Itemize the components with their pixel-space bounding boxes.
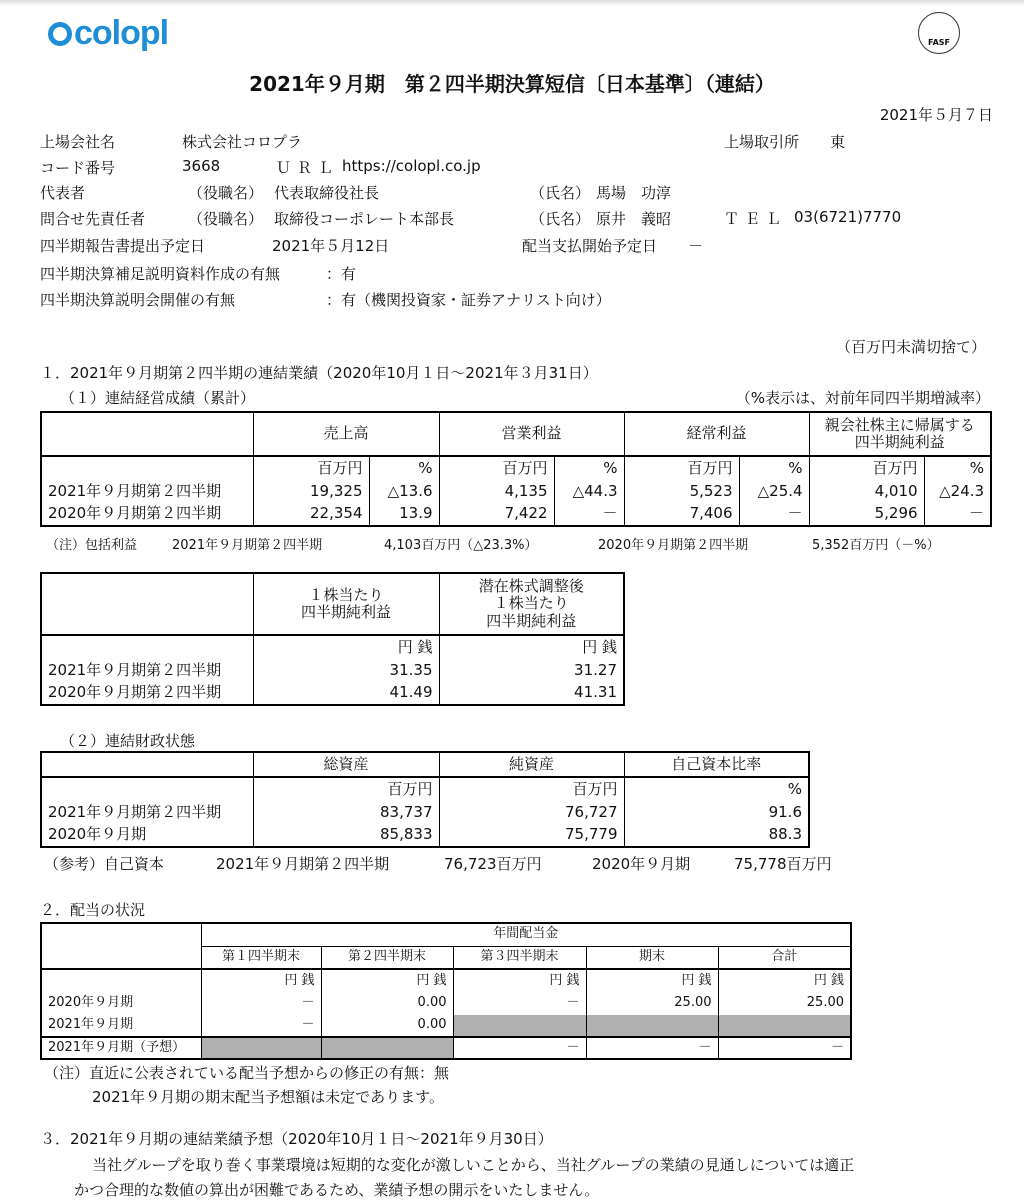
cell: 91.6 xyxy=(624,801,809,824)
cell: － xyxy=(924,503,991,526)
cell: 31.35 xyxy=(253,659,439,682)
cell: 22,354 xyxy=(253,503,369,526)
cell: 85,833 xyxy=(253,824,439,847)
cell: △44.3 xyxy=(554,480,624,503)
row-label: 2021年９月期第２四半期 xyxy=(41,659,253,682)
col-net-profit-line2: 四半期純利益 xyxy=(854,433,945,451)
units-row xyxy=(41,456,991,480)
unit: % xyxy=(624,777,809,801)
header-line: １株当たり xyxy=(493,594,569,613)
unit: 百万円 xyxy=(809,456,924,480)
shaded-cell xyxy=(718,1015,851,1037)
table-row xyxy=(41,682,624,705)
section1-title: １．2021年９月期第２四半期の連結業績（2020年10月１日～2021年３月31日） xyxy=(40,364,598,382)
header-line: １株当たり xyxy=(308,585,384,604)
unit: 円 銭 xyxy=(201,969,321,992)
col-q3: 第３四半期末 xyxy=(453,946,586,969)
rep-title-label: （役職名） xyxy=(188,184,264,202)
blank-header xyxy=(41,412,253,456)
cell: － xyxy=(739,503,809,526)
report-label: 四半期報告書提出予定日 xyxy=(40,237,206,255)
rounding-note: （百万円未満切捨て） xyxy=(835,338,986,356)
row-label: 2020年９月期第２四半期 xyxy=(41,503,253,526)
unit: 百万円 xyxy=(439,777,624,801)
table-row xyxy=(41,992,851,1015)
exchange: 東 xyxy=(830,133,846,151)
cell: － xyxy=(201,992,321,1015)
row-label: 2020年９月期 xyxy=(41,824,253,847)
cell: － xyxy=(453,992,586,1015)
dividend-label: 配当支払開始予定日 xyxy=(522,237,658,255)
tel: 03(6721)7770 xyxy=(794,208,902,226)
header-line: 四半期純利益 xyxy=(300,603,391,621)
col-ordinary-profit: 経常利益 xyxy=(624,412,809,456)
header-line: 四半期純利益 xyxy=(486,611,577,630)
tel-label: ＴＥＬ xyxy=(724,210,788,228)
code-label: コード番号 xyxy=(40,159,116,177)
note-label: （注）包括利益 xyxy=(46,538,138,553)
colopl-logo xyxy=(48,14,168,53)
shaded-cell xyxy=(321,1037,453,1059)
ref-label: （参考）自己資本 xyxy=(44,855,165,873)
briefing-label: 四半期決算説明会開催の有無 xyxy=(40,291,236,309)
shaded-cell xyxy=(586,1015,718,1037)
units-row xyxy=(41,969,851,992)
cell: △13.6 xyxy=(369,480,439,503)
contact-name: 原井 義昭 xyxy=(596,210,672,228)
contact-label: 問合せ先責任者 xyxy=(40,210,146,228)
exchange-label: 上場取引所 xyxy=(724,133,800,151)
row-label: 2021年９月期（予想） xyxy=(41,1037,201,1059)
ref-period: 2020年９月期 xyxy=(592,855,691,873)
sub1-title: （１）連結経営成績（累計） xyxy=(60,389,256,407)
cell: 75,779 xyxy=(439,824,624,847)
fasf-logo xyxy=(918,12,960,54)
unit: % xyxy=(739,456,809,480)
unit: 百万円 xyxy=(439,456,554,480)
col-net-assets: 純資産 xyxy=(439,752,624,777)
sub1-note: （%表示は、対前年同四半期増減率） xyxy=(735,389,990,407)
rep-name: 馬場 功淳 xyxy=(596,184,672,202)
financial-position-table xyxy=(40,751,810,848)
row-label: 2021年９月期第２四半期 xyxy=(41,480,253,503)
section2-title: ２．配当の状況 xyxy=(40,901,146,919)
unit: 円 銭 xyxy=(718,969,851,992)
row-label: 2021年９月期第２四半期 xyxy=(41,801,253,824)
url-link[interactable]: https://colopl.co.jp xyxy=(342,157,481,175)
cell: 5,523 xyxy=(624,480,739,503)
cell: 41.31 xyxy=(439,682,624,705)
contact-title-label: （役職名） xyxy=(188,210,264,228)
contact-title: 取締役コーポレート本部長 xyxy=(274,210,455,228)
unit: 百万円 xyxy=(253,777,439,801)
company-label: 上場会社名 xyxy=(40,133,116,151)
supp-label: 四半期決算補足説明資料作成の有無 xyxy=(40,265,281,283)
cell: 7,406 xyxy=(624,503,739,526)
cell: － xyxy=(453,1037,586,1059)
cell: 5,296 xyxy=(809,503,924,526)
ref-value: 75,778百万円 xyxy=(734,855,832,873)
dividends-table xyxy=(40,922,852,1060)
sub2-title: （２）連結財政状態 xyxy=(60,732,196,750)
col-operating-profit: 営業利益 xyxy=(439,412,624,456)
col-q1: 第１四半期末 xyxy=(201,946,321,969)
note-period: 2021年９月期第２四半期 xyxy=(172,538,323,553)
logo-mark-icon xyxy=(48,22,72,46)
unit: % xyxy=(554,456,624,480)
cell: 13.9 xyxy=(369,503,439,526)
header-line: 潜在株式調整後 xyxy=(478,577,584,596)
cell: 41.49 xyxy=(253,682,439,705)
rep-label: 代表者 xyxy=(40,184,86,202)
cell: 25.00 xyxy=(718,992,851,1015)
cell: － xyxy=(554,503,624,526)
cell: 7,422 xyxy=(439,503,554,526)
cell: － xyxy=(718,1037,851,1059)
code: 3668 xyxy=(182,157,221,175)
unit: 百万円 xyxy=(624,456,739,480)
cell: － xyxy=(586,1037,718,1059)
units-row xyxy=(41,635,624,659)
briefing-value: ：有（機関投資家・証券アナリスト向け） xyxy=(326,291,611,309)
url-label: ＵＲＬ xyxy=(276,159,340,177)
page-title: 2021年９月期 第２四半期決算短信〔日本基準〕（連結） xyxy=(249,72,775,96)
col-annual-dividend: 年間配当金 xyxy=(201,923,851,946)
table-row xyxy=(41,659,624,682)
cell: 88.3 xyxy=(624,824,809,847)
company-name: 株式会社コロプラ xyxy=(182,133,303,151)
cell: △24.3 xyxy=(924,480,991,503)
logo-text: colopl xyxy=(74,14,169,52)
cell: 76,727 xyxy=(439,801,624,824)
blank-header xyxy=(41,923,201,969)
unit: % xyxy=(369,456,439,480)
cell: 25.00 xyxy=(586,992,718,1015)
forecast-paragraph-line1: 当社グループを取り巻く事業環境は短期的な変化が激しいことから、当社グループの業績の見通しについては適正 xyxy=(92,1156,855,1174)
note-value: 4,103百万円（△23.3%） xyxy=(384,538,538,553)
cell: － xyxy=(201,1015,321,1037)
note-period: 2020年９月期第２四半期 xyxy=(598,538,749,553)
cell: 4,135 xyxy=(439,480,554,503)
fasf-text: FASF xyxy=(928,38,950,47)
rep-name-label: （氏名） xyxy=(530,184,591,202)
unit: 円 銭 xyxy=(586,969,718,992)
row-label: 2020年９月期第２四半期 xyxy=(41,682,253,705)
unit: 百万円 xyxy=(253,456,369,480)
section3-title: ３．2021年９月期の連結業績予想（2020年10月１日～2021年９月30日） xyxy=(40,1130,553,1148)
row-label: 2021年９月期 xyxy=(41,1015,201,1037)
shaded-cell xyxy=(201,1037,321,1059)
dividend-note-2: 2021年９月期の期末配当予想額は未定であります。 xyxy=(92,1088,444,1106)
cell: 4,010 xyxy=(809,480,924,503)
col-sales: 売上高 xyxy=(253,412,439,456)
table-row xyxy=(41,801,809,824)
cell: 31.27 xyxy=(439,659,624,682)
cell: 0.00 xyxy=(321,1015,453,1037)
unit: 円 銭 xyxy=(253,635,439,659)
table-row xyxy=(41,1015,851,1037)
operating-results-table xyxy=(40,411,992,527)
unit: 円 銭 xyxy=(439,635,624,659)
col-eps xyxy=(253,573,439,635)
unit: 円 銭 xyxy=(321,969,453,992)
col-total-assets: 総資産 xyxy=(253,752,439,777)
note-value: 5,352百万円（－%） xyxy=(812,538,940,553)
col-total: 合計 xyxy=(718,946,851,969)
dividend-note-1: （注）直近に公表されている配当予想からの修正の有無：無 xyxy=(44,1064,450,1082)
blank-header xyxy=(41,752,253,777)
blank-header xyxy=(41,573,253,635)
rep-title: 代表取締役社長 xyxy=(274,184,380,202)
dividend-date: － xyxy=(688,237,704,255)
units-row xyxy=(41,777,809,801)
cell: △25.4 xyxy=(739,480,809,503)
ref-value: 76,723百万円 xyxy=(444,855,542,873)
ref-period: 2021年９月期第２四半期 xyxy=(216,855,390,873)
report-date: 2021年５月12日 xyxy=(272,237,390,255)
cell: 19,325 xyxy=(253,480,369,503)
table-row xyxy=(41,503,991,526)
document-date: 2021年５月７日 xyxy=(879,106,993,124)
top-shadow xyxy=(0,0,1024,6)
table-row xyxy=(41,480,991,503)
cell: 0.00 xyxy=(321,992,453,1015)
col-year-end: 期末 xyxy=(586,946,718,969)
col-diluted-eps xyxy=(439,573,624,635)
unit: % xyxy=(924,456,991,480)
shaded-cell xyxy=(453,1015,586,1037)
cell: 83,737 xyxy=(253,801,439,824)
contact-name-label: （氏名） xyxy=(530,210,591,228)
col-net-profit-line1: 親会社株主に帰属する xyxy=(824,415,975,434)
table-row xyxy=(41,1037,851,1059)
col-net-profit xyxy=(809,412,991,456)
eps-table xyxy=(40,572,625,706)
row-label: 2020年９月期 xyxy=(41,992,201,1015)
table-row xyxy=(41,824,809,847)
col-q2: 第２四半期末 xyxy=(321,946,453,969)
supp-value: ：有 xyxy=(326,265,357,283)
forecast-paragraph-line2: かつ合理的な数値の算出が困難であるため、業績予想の開示をいたしません。 xyxy=(74,1181,600,1199)
col-equity-ratio: 自己資本比率 xyxy=(624,752,809,777)
unit: 円 銭 xyxy=(453,969,586,992)
